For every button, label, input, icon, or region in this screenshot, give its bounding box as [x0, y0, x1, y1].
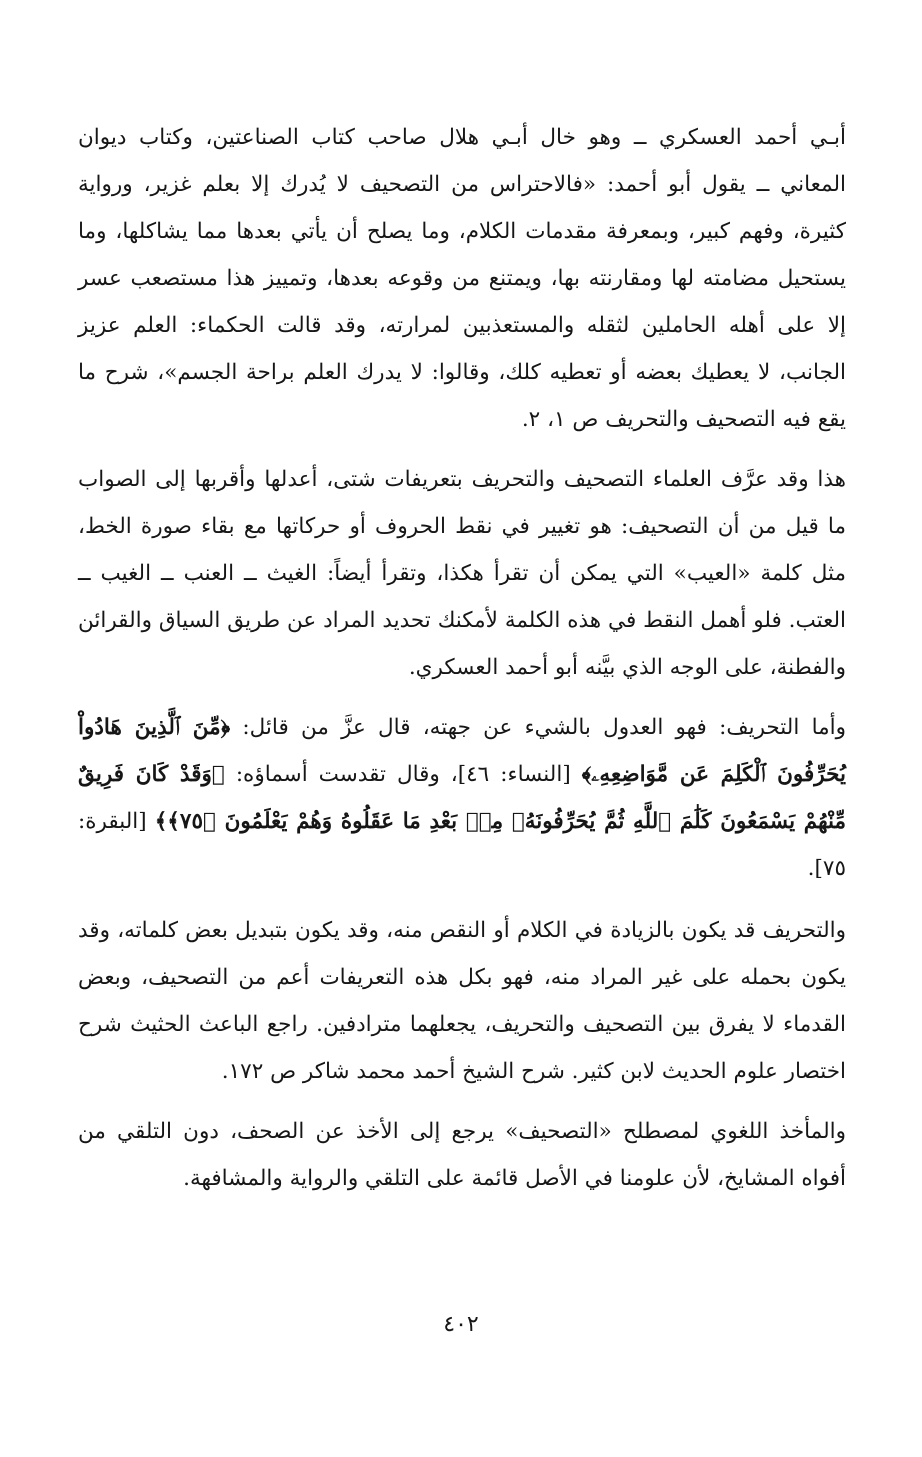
paragraph-3-intro: وأما التحريف: فهو العدول بالشيء عن جهته، قال عزَّ من قائل: — [242, 715, 846, 740]
quran-verse-nisa: ﴿مِّنَ ٱلَّذِينَ هَادُواْ يُحَرِّفُونَ ٱلْكَلِمَ عَن مَّوَاضِعِهِۦ﴾ — [78, 715, 847, 787]
paragraph-1: أبـي أحمد العسكري ــ وهو خال أبـي هلال صاحب كتاب الصناعتين، وكتاب ديوان المعاني ــ يقول أبو أحمد: «فالاحتراس من التصحيف لا يُدرك إلا بعلم غزير، ورواية كثيرة، وفهم كبير، وبمعرفة مقدمات الكلام، وما يصلح أن يأتي بعدها مما يشاكلها، وما يستحيل مضامته لها ومقارنته بها، ويمتنع من وقوعه بعدها، وتمييز هذا مستصعب عسر إلا على أهله الحاملين لثقله والمستعذبين لمرارته، وقد قالت الحكماء: العلم عزيز الجانب، لا يعطيك بعضه أو تعطيه كلك، وقالوا: لا يدرك العلم براحة الجسم»، شرح ما يقع فيه التصحيف والتحريف ص ١، ٢. — [78, 125, 846, 432]
paragraph-5: والمأخذ اللغوي لمصطلح «التصحيف» يرجع إلى الأخذ عن الصحف، دون التلقي من أفواه المشايخ، لأن علومنا في الأصل قائمة على التلقي والرواية والمشافهة. — [78, 1119, 846, 1191]
paragraph-3-citation-nisa: [النساء: ٤٦]، وقال تقدست أسماؤه: — [235, 762, 571, 787]
quran-verse-baqara: ﴿وَقَدْ كَانَ فَرِيقٌ مِّنْهُمْ يَسْمَعُونَ كَلَٰمَ ٱللَّهِ ثُمَّ يُحَرِّفُونَهُۥ مِنۢ بَعْدِ مَا عَقَلُوهُ وَهُمْ يَعْلَمُونَ ﴿٧٥﴾﴾ — [78, 762, 846, 834]
page-body — [78, 114, 846, 1202]
page-number: ٤٠٢ — [443, 1312, 479, 1337]
paragraph-3 — [78, 704, 846, 892]
paragraph-4: والتحريف قد يكون بالزيادة في الكلام أو النقص منه، وقد يكون بتبديل بعض كلماته، وقد يكون بحمله على غير المراد منه، فهو بكل هذه التعريفات أعم من التصحيف، وبعض القدماء لا يفرق بين التصحيف والتحريف، يجعلهما مترادفين. راجع الباعث الحثيث شرح اختصار علوم الحديث لابن كثير. شرح الشيخ أحمد محمد شاكر ص ١٧٢. — [78, 918, 846, 1084]
paragraph-3-citation-baqara: [البقرة: ٧٥]. — [78, 809, 846, 881]
paragraph-2: هذا وقد عرَّف العلماء التصحيف والتحريف بتعريفات شتى، أعدلها وأقربها إلى الصواب ما قيل من أن التصحيف: هو تغيير في نقط الحروف أو حركاتها مع بقاء صورة الخط، مثل كلمة «العيب» التي يمكن أن تقرأ هكذا، وتقرأ أيضاً: الغيث ــ العنب ــ الغيب ــ العتب. فلو أهمل النقط في هذه الكلمة لأمكنك تحديد المراد عن طريق السياق والقرائن والفطنة، على الوجه الذي بيَّنه أبو أحمد العسكري. — [78, 467, 846, 680]
